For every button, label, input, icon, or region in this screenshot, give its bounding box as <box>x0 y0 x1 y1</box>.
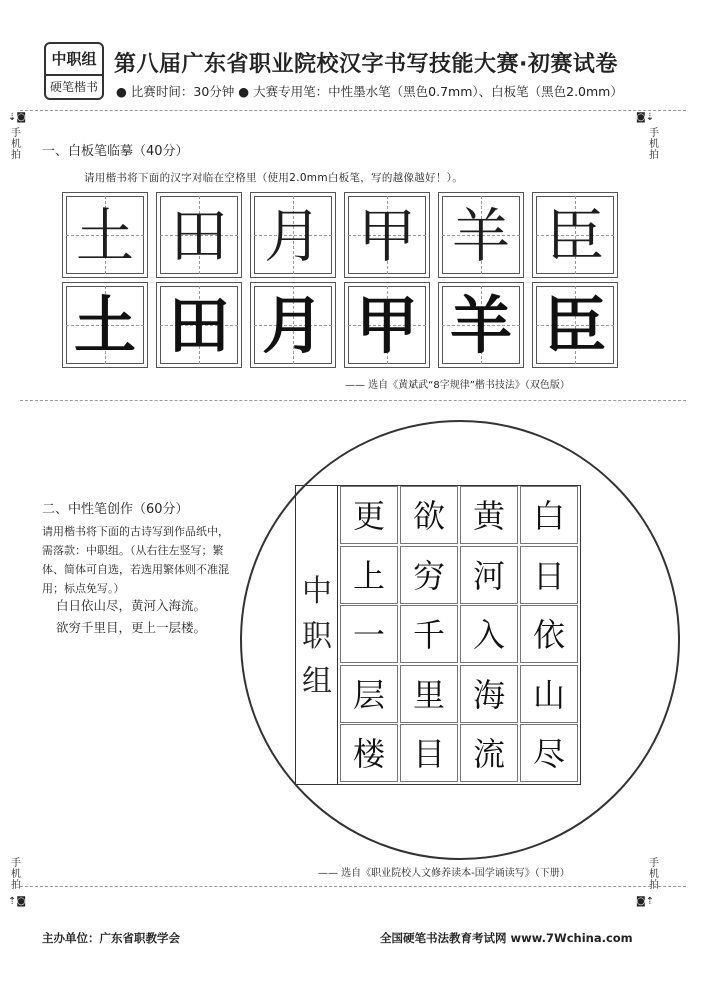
section-divider <box>20 400 686 401</box>
page-title: 第八届广东省职业院校汉字书写技能大赛·初赛试卷 <box>114 52 618 77</box>
character: 土 <box>73 289 136 362</box>
poem-char-cell: 河 <box>460 546 518 604</box>
copy-char-cell <box>532 282 618 368</box>
poem-line-1: 白日依山尽，黄河入海流。 <box>56 598 207 613</box>
camera-icon: ⇡◙ <box>8 896 27 907</box>
poem-char-cell: 海 <box>460 665 518 723</box>
badge-style-label: 硬笔楷书 <box>49 80 98 94</box>
poem-char-cell: 目 <box>400 724 458 782</box>
poem-char-cell: 上 <box>340 546 398 604</box>
character: 月 <box>261 289 324 362</box>
exam-subtitle: ● 比赛时间：30分钟 ● 大赛专用笔：中性墨水笔（黑色0.7mm）、白板笔（黑色2.0mm） <box>116 84 623 99</box>
footer-divider <box>20 886 686 887</box>
copy-char-cell <box>344 282 430 368</box>
section1-instruction: 请用楷书将下面的汉字对临在空格里（使用2.0mm白板笔，写的越像越好！）。 <box>84 172 464 184</box>
model-char-cell <box>438 192 524 278</box>
signature-char: 职 <box>302 619 332 654</box>
camera-icon: ◙⇡ <box>636 896 655 907</box>
signature-char: 中 <box>302 574 332 609</box>
character: 田 <box>167 289 230 362</box>
section2-source: —— 选自《职业院校人文修养读本-国学诵读写》（下册） <box>318 868 570 879</box>
copy-char-cell <box>62 282 148 368</box>
copy-char-cell <box>438 282 524 368</box>
header-divider <box>20 110 686 111</box>
website: 全国硬笔书法教育考试网 www.7Wchina.com <box>380 931 633 945</box>
poem-char-cell: 里 <box>400 665 458 723</box>
poem-char-cell: 一 <box>340 605 398 663</box>
character: 甲 <box>355 289 418 362</box>
camera-icon: ◙⇣ <box>636 112 655 123</box>
poem-char-cell: 更 <box>340 486 398 544</box>
character: 田 <box>169 202 228 270</box>
section1-source: —— 选自《黄斌武“8字规律”楷书技法》（双色版） <box>345 380 570 391</box>
model-char-cell <box>250 192 336 278</box>
group-badge <box>44 42 104 100</box>
camera-icon: ⇣◙ <box>8 112 27 123</box>
model-char-cell <box>532 192 618 278</box>
poem-char-cell: 楼 <box>340 724 398 782</box>
character: 臣 <box>545 202 604 270</box>
character: 羊 <box>449 289 512 362</box>
poem-char-cell: 黄 <box>460 486 518 544</box>
poem-char-cell: 白 <box>520 486 578 544</box>
side-mark-bottom-right: 手机拍 <box>649 858 659 891</box>
poem-char-cell: 日 <box>520 546 578 604</box>
poem-char-cell: 千 <box>400 605 458 663</box>
section2-heading: 二、中性笔创作（60分） <box>42 502 189 517</box>
model-char-cell <box>156 192 242 278</box>
poem-char-cell: 依 <box>520 605 578 663</box>
poem-char-cell: 入 <box>460 605 518 663</box>
model-char-cell <box>344 192 430 278</box>
copy-char-cell <box>156 282 242 368</box>
side-mark-top-right: 手机拍 <box>649 128 659 161</box>
side-mark-top-left: 手机拍 <box>11 128 21 161</box>
character: 臣 <box>543 289 606 362</box>
poem-line-2: 欲穷千里目，更上一层楼。 <box>56 620 207 635</box>
character: 月 <box>263 202 322 270</box>
calligraphy-work-sheet <box>295 485 581 785</box>
character: 甲 <box>357 202 416 270</box>
section1-heading: 一、白板笔临摹（40分） <box>42 144 189 159</box>
poem-char-cell: 层 <box>340 665 398 723</box>
copy-char-cell <box>250 282 336 368</box>
poem-char-cell: 流 <box>460 724 518 782</box>
poem-char-cell: 穷 <box>400 546 458 604</box>
badge-group-label: 中职组 <box>46 44 102 76</box>
organizer: 主办单位：广东省职教学会 <box>42 931 180 945</box>
section2-instruction: 请用楷书将下面的古诗写到作品纸中，需落款：中职组。（从右往左竖写；繁体、简体可自选，若选用繁体则不准混用；标点免写。） <box>42 525 229 595</box>
character: 羊 <box>451 202 510 270</box>
signature-column <box>296 486 338 784</box>
model-char-cell <box>62 192 148 278</box>
character: 土 <box>75 202 134 270</box>
signature-char: 组 <box>302 664 332 699</box>
poem-char-cell: 山 <box>520 665 578 723</box>
side-mark-bottom-left: 手机拍 <box>11 858 21 891</box>
poem-char-cell: 尽 <box>520 724 578 782</box>
poem-char-cell: 欲 <box>400 486 458 544</box>
